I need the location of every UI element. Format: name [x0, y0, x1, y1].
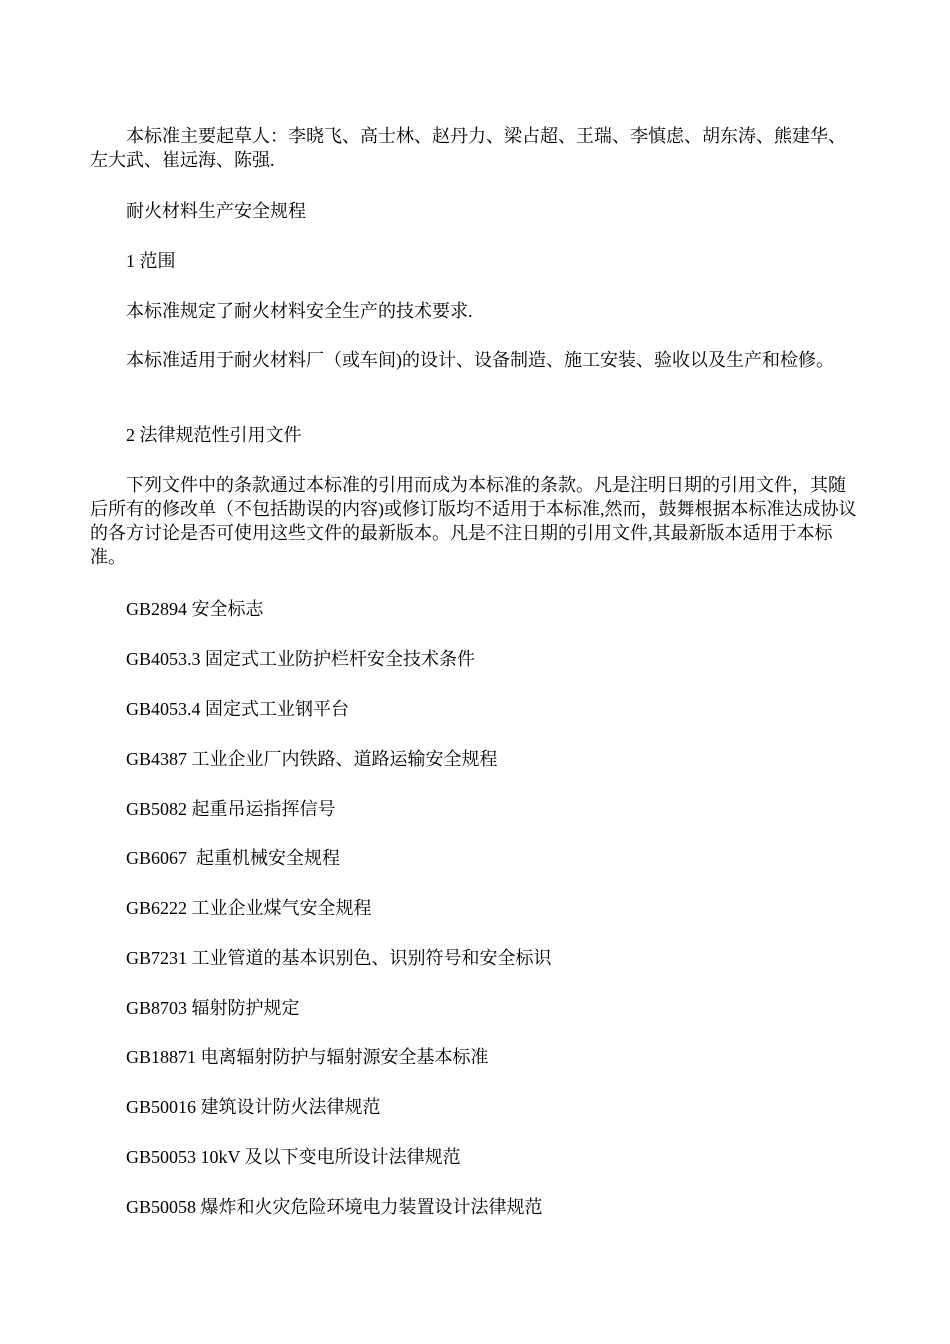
reference-item: GB7231 工业管道的基本识别色、识别符号和安全标识	[126, 948, 552, 968]
reference-item: GB5082 起重吊运指挥信号	[126, 799, 336, 819]
reference-item: GB18871 电离辐射防护与辐射源安全基本标准	[126, 1047, 489, 1067]
reference-item: GB4053.4 固定式工业钢平台	[126, 699, 350, 719]
applicability-paragraph: 本标准适用于耐火材料厂（或车间)的设计、设备制造、施工安装、验收以及生产和检修。	[126, 350, 834, 370]
reference-item: GB8703 辐射防护规定	[126, 998, 300, 1018]
drafters-paragraph: 本标准主要起草人：李晓飞、高士林、赵丹力、梁占超、王瑞、李慎虑、胡东涛、熊建华、左大武、崔远海、陈强.	[90, 126, 846, 170]
reference-item: GB50058 爆炸和火灾危险环境电力装置设计法律规范	[126, 1197, 543, 1217]
scope-paragraph: 本标准规定了耐火材料安全生产的技术要求.	[126, 301, 473, 321]
reference-item: GB50053 10kV 及以下变电所设计法律规范	[126, 1147, 461, 1167]
reference-item: GB4387 工业企业厂内铁路、道路运输安全规程	[126, 749, 498, 769]
section-2-heading: 2 法律规范性引用文件	[126, 425, 302, 445]
reference-item: GB2894 安全标志	[126, 599, 264, 619]
section-1-heading: 1 范围	[126, 251, 176, 271]
references-intro-paragraph: 下列文件中的条款通过本标准的引用而成为本标准的条款。凡是注明日期的引用文件，其随后所有的修改单（不包括勘误的内容)或修订版均不适用于本标准,然而，鼓舞根据本标准达成协议的各方讨论是否可使用这些文件的最新版本。凡是不注日期的引用文件,其最新版本适用于本标准。	[90, 475, 857, 567]
reference-item: GB50016 建筑设计防火法律规范	[126, 1097, 381, 1117]
reference-item: GB6222 工业企业煤气安全规程	[126, 898, 372, 918]
reference-item: GB6067 起重机械安全规程	[126, 848, 341, 868]
document-title: 耐火材料生产安全规程	[126, 201, 306, 221]
reference-item: GB4053.3 固定式工业防护栏杆安全技术条件	[126, 649, 476, 669]
